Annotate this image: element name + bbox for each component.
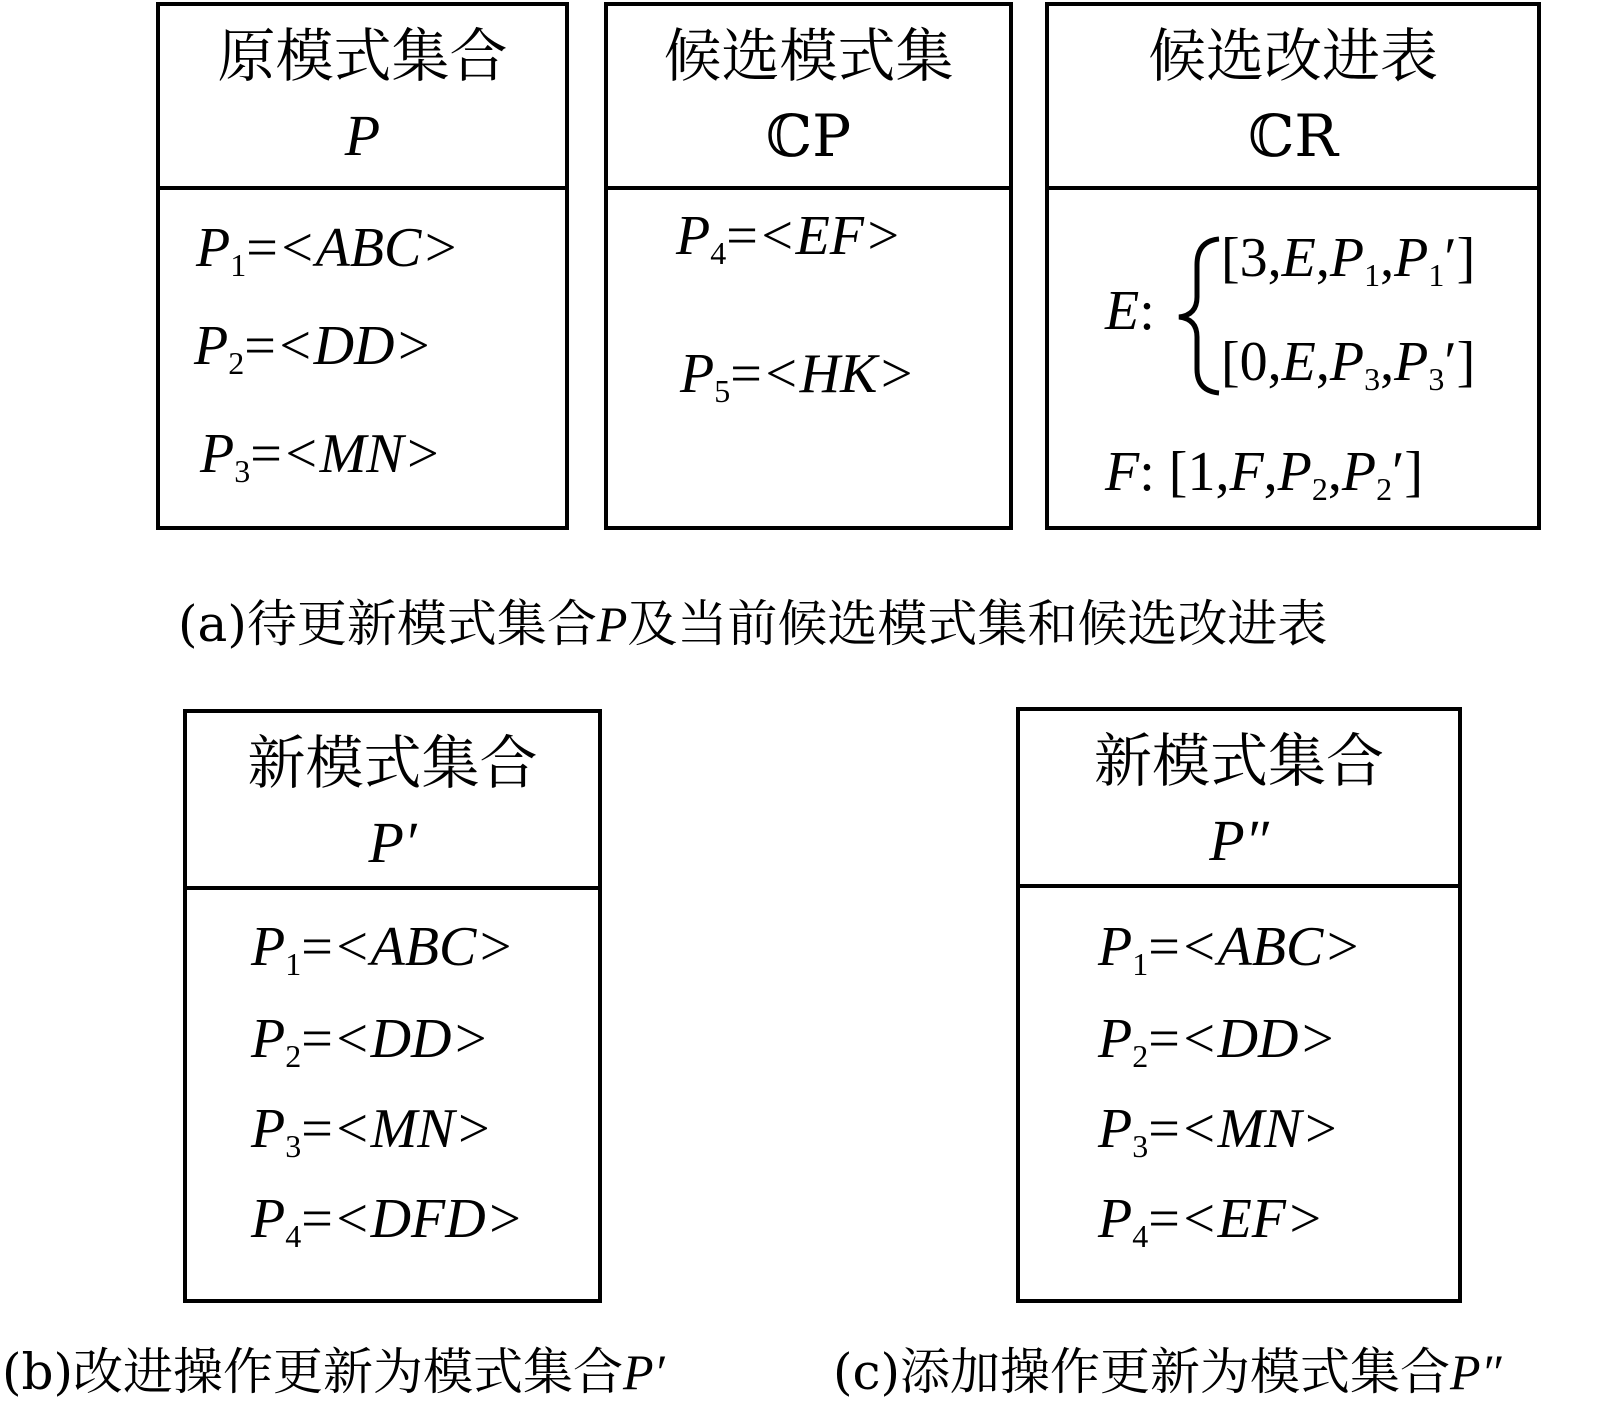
pattern-row: $P_2=<DD>$: [251, 1008, 490, 1074]
pattern-row: $P_2=<DD>$: [194, 315, 433, 381]
candidate-refinement-table-header: [1049, 6, 1537, 190]
pattern-row: $P_2=<DD>$: [1098, 1008, 1337, 1074]
pattern-row: $P_1=<ABC>$: [1098, 916, 1362, 982]
pattern-row: $P_3=<MN>$: [200, 423, 442, 489]
candidate-refinement-table-title: 候选改进表: [1147, 22, 1438, 90]
candidate-refinement-table-box: [1045, 2, 1541, 530]
caption-a: (a)待更新模式集合P及当前候选模式集和候选改进表: [178, 595, 1328, 653]
pattern-row: $P_3=<MN>$: [1098, 1098, 1340, 1164]
pattern-row: $P_1=<ABC>$: [196, 217, 460, 283]
pattern-set-p-box: [156, 2, 569, 530]
new-pattern-set-p-prime-box: [183, 709, 602, 1303]
new-pattern-set-p-prime-header: [187, 713, 598, 890]
candidate-pattern-set-box: [604, 2, 1013, 530]
pattern-row: $P_4=<DFD>$: [251, 1188, 524, 1254]
candidate-refinement-table-symbol: ℂR: [1248, 102, 1338, 170]
candidate-pattern-set-symbol: ℂP: [765, 102, 852, 170]
pattern-set-p-header: [160, 6, 565, 190]
caption-b: (b)改进操作更新为模式集合P′: [2, 1343, 665, 1401]
pattern-set-p-symbol: P: [344, 103, 381, 168]
pattern-row: $P_3=<MN>$: [251, 1098, 493, 1164]
cr-entry-e2: $[0,E,P_3,P_3']$: [1221, 331, 1476, 397]
cr-e-label: E:: [1105, 280, 1155, 342]
new-pattern-set-p-prime-symbol: P′: [368, 810, 417, 875]
candidate-pattern-set-title: 候选模式集: [663, 22, 954, 90]
cr-entry-f: F: $[1,F,P_2,P_2']$: [1105, 441, 1423, 507]
new-pattern-set-p-double-prime-symbol: P″: [1209, 808, 1269, 873]
new-pattern-set-p-double-prime-header: [1020, 711, 1458, 888]
candidate-pattern-set-header: [608, 6, 1009, 190]
pattern-set-p-title: 原模式集合: [217, 22, 508, 90]
cr-entry-e1: $[3,E,P_1,P_1']$: [1221, 227, 1476, 293]
pattern-row: $P_4=<EF>$: [1098, 1188, 1324, 1254]
new-pattern-set-p-double-prime-box: [1016, 707, 1462, 1303]
pattern-row: $P_4=<EF>$: [676, 205, 902, 271]
caption-c: (c)添加操作更新为模式集合P″: [833, 1343, 1502, 1401]
pattern-row: $P_5=<HK>$: [680, 343, 916, 409]
pattern-row: $P_1=<ABC>$: [251, 916, 515, 982]
new-pattern-set-p-prime-title: 新模式集合: [247, 729, 538, 797]
new-pattern-set-p-double-prime-title: 新模式集合: [1093, 727, 1384, 795]
